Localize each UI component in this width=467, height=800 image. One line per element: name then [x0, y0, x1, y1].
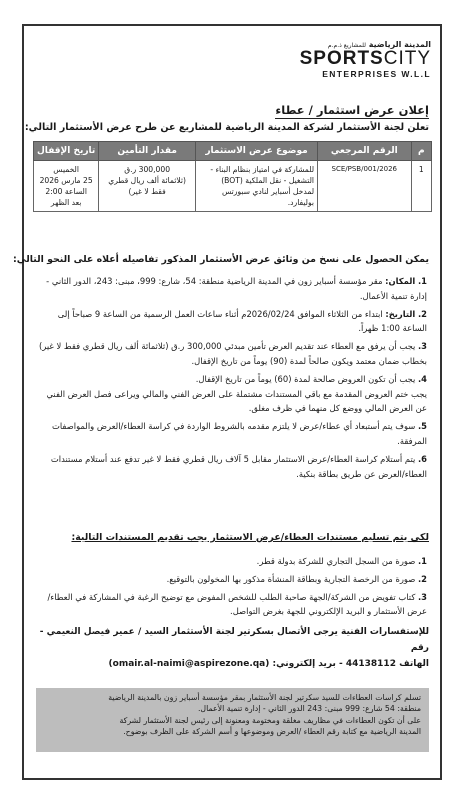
item-text: يجب ختم العروض المقدمة مع باقي المستندات مشتملة على العرض الفني والمالي ويراعى فصل العرض الفني عن العرض المالي ووضع كل منهما في ظرف مغلق. — [46, 388, 427, 414]
header-number: م — [411, 142, 431, 161]
list-item — [37, 372, 427, 387]
item-text: صورة من الرخصة التجارية وبطاقة المنشأة مذكور بها المخولون بالتوقيع. — [166, 573, 416, 584]
table-row — [34, 161, 432, 212]
header-subject: موضوع عرض الاستثمار — [196, 142, 318, 161]
item-label: المكان: — [385, 276, 416, 286]
tender-table — [33, 141, 432, 212]
item-text: سوف يتم أستبعاد أي عطاء/عرض لا يلتزم مقدمه بالشروط الواردة في كراسة العطاء/العرض والمواصفات المرفقة. — [52, 421, 427, 446]
cell-subject: للمشاركة في امتياز بنظام البناء - التشغيل - نقل الملكية (BOT) لمدخل أسباير لنادي سبورتس بوليفارد. — [196, 161, 318, 212]
item-number: 6. — [417, 453, 427, 464]
item-text: صورة من السجل التجاري للشركة بدولة قطر. — [256, 556, 416, 566]
header-closing-date: تاريخ الإقفال — [34, 142, 99, 161]
list-item — [37, 387, 427, 417]
logo-arabic-main: المدينة الرياضية — [368, 40, 431, 49]
cell-deposit — [99, 161, 196, 212]
submission-list — [37, 554, 427, 622]
list-item — [37, 274, 427, 304]
list-item — [37, 419, 427, 449]
list-item — [37, 554, 427, 569]
submission-heading: لكي يتم تسليم مستندات العطاء/عرض الاستثمار يجب تقديم المستندات التالية: — [71, 532, 429, 543]
item-number: 2. — [417, 573, 427, 584]
item-text: يجب أن يرفق مع العطاء عند تقديم العرض تأمين مبدئي 300,000 ر.ق (ثلاثمائة ألف ريال قطري فقط لا غير) بخطاب ضمان معتمد ويكون صالحاً لمدة (90) يوماً من تاريخ الإقفال. — [38, 341, 427, 366]
item-text: يجب أن تكون العروض صالحة لمدة (60) يوماً من تاريخ الإقفال. — [195, 373, 416, 384]
item-text: ابتداء من الثلاثاء الموافق 2026/02/24م أثناء ساعات العمل الرسمية من الساعة 9 صباحاً إلى الساعة 1:00 ظهراً. — [57, 308, 427, 334]
item-number: 3. — [417, 341, 427, 352]
notice-line-2: منطقة: 54 شارع: 999 مبنى: 243 الدور الثاني - إدارة تنمية الأعمال. — [197, 704, 421, 714]
logo-wordmark-bold: SPORTS — [299, 48, 384, 69]
announcement-intro: تعلن لجنة الأستثمار لشركة المدينة الرياضية للمشاريع عن طرح عرض الأستثمار التالي: — [24, 122, 429, 133]
cell-closing — [34, 161, 99, 212]
cell-number: 1 — [411, 161, 431, 212]
logo-wordmark-light: CITY — [383, 48, 431, 69]
notice-line-1: تسلم كراسات العطاءات للسيد سكرتير لجنة الأستثمار بمقر مؤسسة أسباير زون بالمدينة الرياضية — [108, 693, 421, 702]
contact-info — [39, 624, 429, 672]
logo-subtitle: ENTERPRISES W.L.L — [322, 69, 431, 79]
deposit-amount: 300,000 ر.ق — [124, 165, 171, 174]
closing-time: الساعة 2:00 — [45, 187, 87, 196]
item-number: 3. — [417, 591, 427, 602]
submission-notice-box — [36, 688, 429, 752]
list-item — [37, 572, 427, 587]
closing-date: 25 مارس 2026 — [39, 176, 93, 185]
header-reference: الرقم المرجعي — [318, 142, 412, 161]
tender-table-header-row — [34, 142, 432, 161]
notice-line-4: المدينة الرياضية مع كتابة رقم العطاء /العرض وموضوعها و أسم الشركة على الظرف بوضوح. — [123, 727, 421, 737]
contact-line-1: للإستفسارات الفنية يرجى الأتصال بسكرتير لجنة الأستثمار السيد / عمير فيصل النعيمي - رقم — [39, 627, 429, 653]
documents-list — [37, 274, 427, 484]
documents-heading: يمكن الحصول على نسخ من وثائق عرض الأستثمار المذكور تفاصيله أعلاه على النحو التالي: — [13, 254, 429, 265]
logo-wordmark — [291, 49, 431, 69]
sports-city-logo — [291, 40, 431, 79]
item-number: 5. — [417, 421, 427, 432]
notice-line-3: على أن تكون العطاءات في مظاريف مغلقة ومختومة ومعنونة إلى رئيس لجنة الأستثمار لشركة — [119, 715, 421, 725]
closing-day: الخميس — [53, 165, 79, 174]
closing-period: بعد الظهر — [50, 198, 82, 207]
list-item — [37, 339, 427, 369]
item-number: 1. — [417, 556, 427, 566]
item-text: كتاب تفويض من الشركة/الجهة صاحبة الطلب للشخص المفوض مع توضيح الرغبة في المشاركة في العطاء/عرض الأستثمار و البريد الإلكتروني للجهة بغرض التواصل. — [47, 591, 427, 617]
list-item — [37, 307, 427, 337]
logo-arabic-suffix: للمشاريع ذ.م.م — [327, 42, 366, 49]
item-number: 1. — [417, 276, 427, 286]
item-number: 2. — [417, 308, 427, 319]
list-item — [37, 590, 427, 620]
header-deposit: مقدار التأمين — [99, 142, 196, 161]
announcement-title: إعلان عرض استثمار / عطاء — [275, 103, 429, 117]
list-item — [37, 452, 427, 482]
item-label: التاريخ: — [385, 308, 416, 319]
cell-reference: SCE/PSB/001/2026 — [318, 161, 412, 212]
deposit-words: (ثلاثمائة ألف ريال قطري فقط لا غير) — [108, 176, 187, 196]
item-text: مقر مؤسسة أسباير زون في المدينة الرياضية منطقة: 54، شارع: 999، مبنى: 243، الدور الثاني - إدارة تنمية الأعمال. — [46, 276, 427, 301]
item-text: يتم أستلام كراسة العطاء/عرض الاستثمار مقابل 5 آلاف ريال قطري فقط لا غير تدفع عند أستلام مستندات العطاء/العرض عن طريق بطاقة بنكية. — [50, 453, 427, 479]
item-number: 4. — [417, 373, 427, 384]
contact-line-2: الهاتف 44138112 - بريد إلكتروني: (omair.al-naimi@aspirezone.qa) — [108, 659, 429, 669]
